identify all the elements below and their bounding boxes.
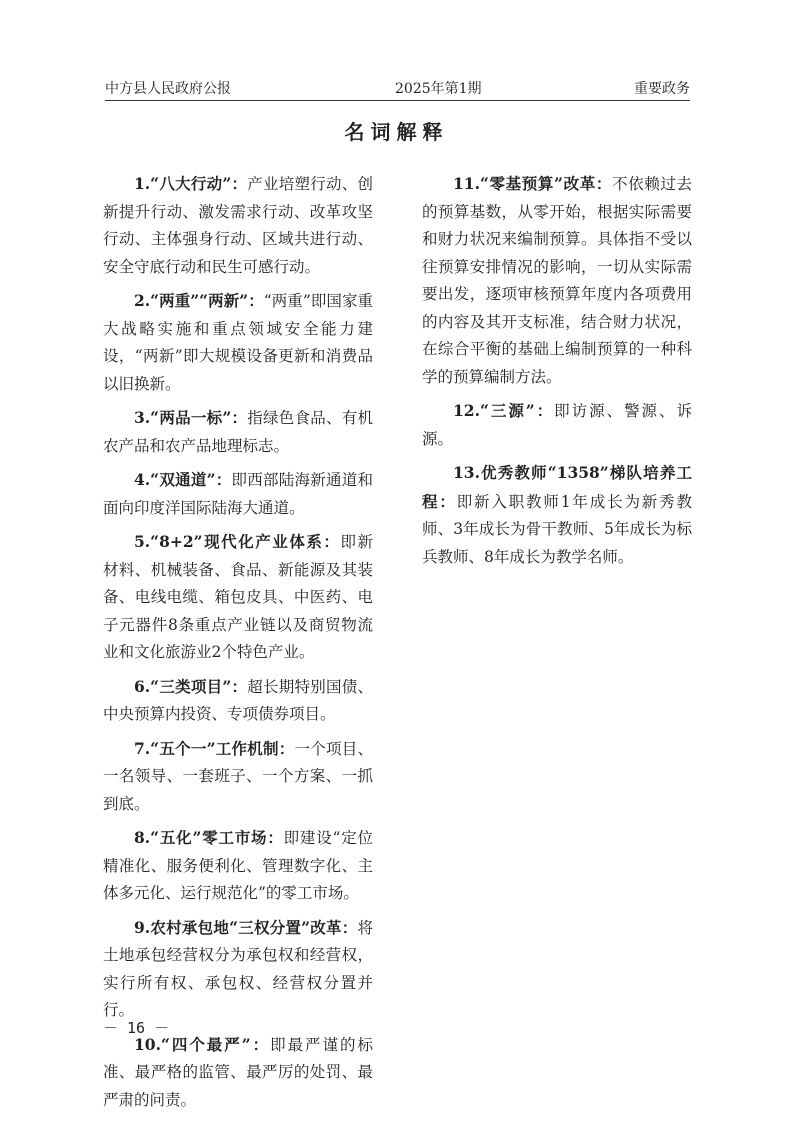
glossary-entry: [103, 404, 373, 460]
left-column: [103, 170, 373, 1120]
glossary-definition: 一个项目、一名领导、一套班子、一个方案、一抓到底。: [103, 739, 373, 813]
glossary-term: 10.“四个最严”：: [134, 1034, 271, 1054]
page-number: － 16 －: [103, 1019, 170, 1037]
glossary-entry: [422, 397, 692, 453]
glossary-entry: [103, 735, 373, 819]
page-title: 名词解释: [344, 120, 449, 144]
header-issue: 2025年第1期: [395, 81, 482, 97]
glossary-term: 8.“五化”零工市场：: [134, 828, 284, 847]
glossary-term: 1.“八大行动”：: [134, 174, 248, 193]
glossary-term: 2.“两重”“两新”：: [134, 291, 264, 310]
glossary-entry: [103, 287, 373, 398]
glossary-term: 9.农村承包地“三权分置”改革：: [134, 917, 358, 937]
glossary-definition: 即新入职教师1年成长为新秀教师、3年成长为骨干教师、5年成长为标兵教师、8年成长为教学名师。: [422, 492, 692, 566]
glossary-term: 13.优秀教师“1358”梯队培养工程：: [422, 463, 692, 511]
right-column: [422, 170, 692, 577]
glossary-definition: 即访源、警源、诉源。: [422, 402, 692, 448]
page-header: [105, 76, 690, 101]
glossary-term: 5.“8+2”现代化产业体系：: [134, 532, 341, 551]
glossary-definition: 超长期特别国债、中央预算内投资、专项债券项目。: [103, 677, 373, 723]
glossary-term: 11.“零基预算”改革：: [453, 174, 612, 193]
glossary-definition: 产业培塑行动、创新提升行动、激发需求行动、改革攻坚行动、主体强身行动、区域共进行动、安全守底行动和民生可感行动。: [103, 175, 373, 276]
glossary-definition: 即最严谨的标准、最严格的监管、最严厉的处罚、最严肃的问责。: [103, 1035, 373, 1109]
glossary-definition: 指绿色食品、有机农产品和农产品地理标志。: [103, 409, 373, 455]
glossary-term: 7.“五个一”工作机制：: [134, 738, 295, 758]
glossary-entry: [103, 170, 373, 281]
header-section: 重要政务: [634, 81, 690, 97]
glossary-definition: 将土地承包经营权分为承包权和经营权，实行所有权、承包权、经营权分置并行。: [103, 918, 373, 1019]
glossary-term: 6.“三类项目”：: [134, 676, 248, 696]
glossary-entry: [422, 170, 692, 391]
glossary-definition: “两重”即国家重大战略实施和重点领域安全能力建设，“两新”即大规模设备更新和消费品以旧换新。: [103, 292, 374, 393]
glossary-entry: [103, 1031, 373, 1115]
glossary-definition: 不依赖过去的预算基数，从零开始，根据实际需要和财力状况来编制预算。具体指不受以往预算安排情况的影响，一切从实际需要出发，逐项审核预算年度内各项费用的内容及其开支标准，结合财力状况，在综合平衡的基础上编制预算的一种科学的预算编制方法。: [422, 175, 692, 386]
glossary-entry: [103, 528, 373, 667]
glossary-entry: [103, 466, 373, 522]
glossary-entry: [103, 824, 373, 908]
glossary-entry: [103, 673, 373, 729]
header-publication-name: 中方县人民政府公报: [105, 81, 231, 97]
glossary-definition: 即新材料、机械装备、食品、新能源及其装备、电线电缆、箱包皮具、中医药、电子元器件8条重点产业链以及商贸物流业和文化旅游业2个特色产业。: [103, 533, 373, 661]
glossary-entry: [422, 459, 692, 571]
glossary-term: 4.“双通道”：: [134, 470, 232, 489]
glossary-entry: [103, 914, 373, 1025]
glossary-definition: 即建设“定位精准化、服务便利化、管理数字化、主体多元化、运行规范化”的零工市场。: [103, 829, 373, 902]
glossary-definition: 即西部陆海新通道和面向印度洋国际陆海大通道。: [103, 471, 373, 517]
glossary-term: 3.“两品一标”：: [134, 408, 248, 427]
glossary-term: 12.“三源”：: [453, 401, 555, 420]
